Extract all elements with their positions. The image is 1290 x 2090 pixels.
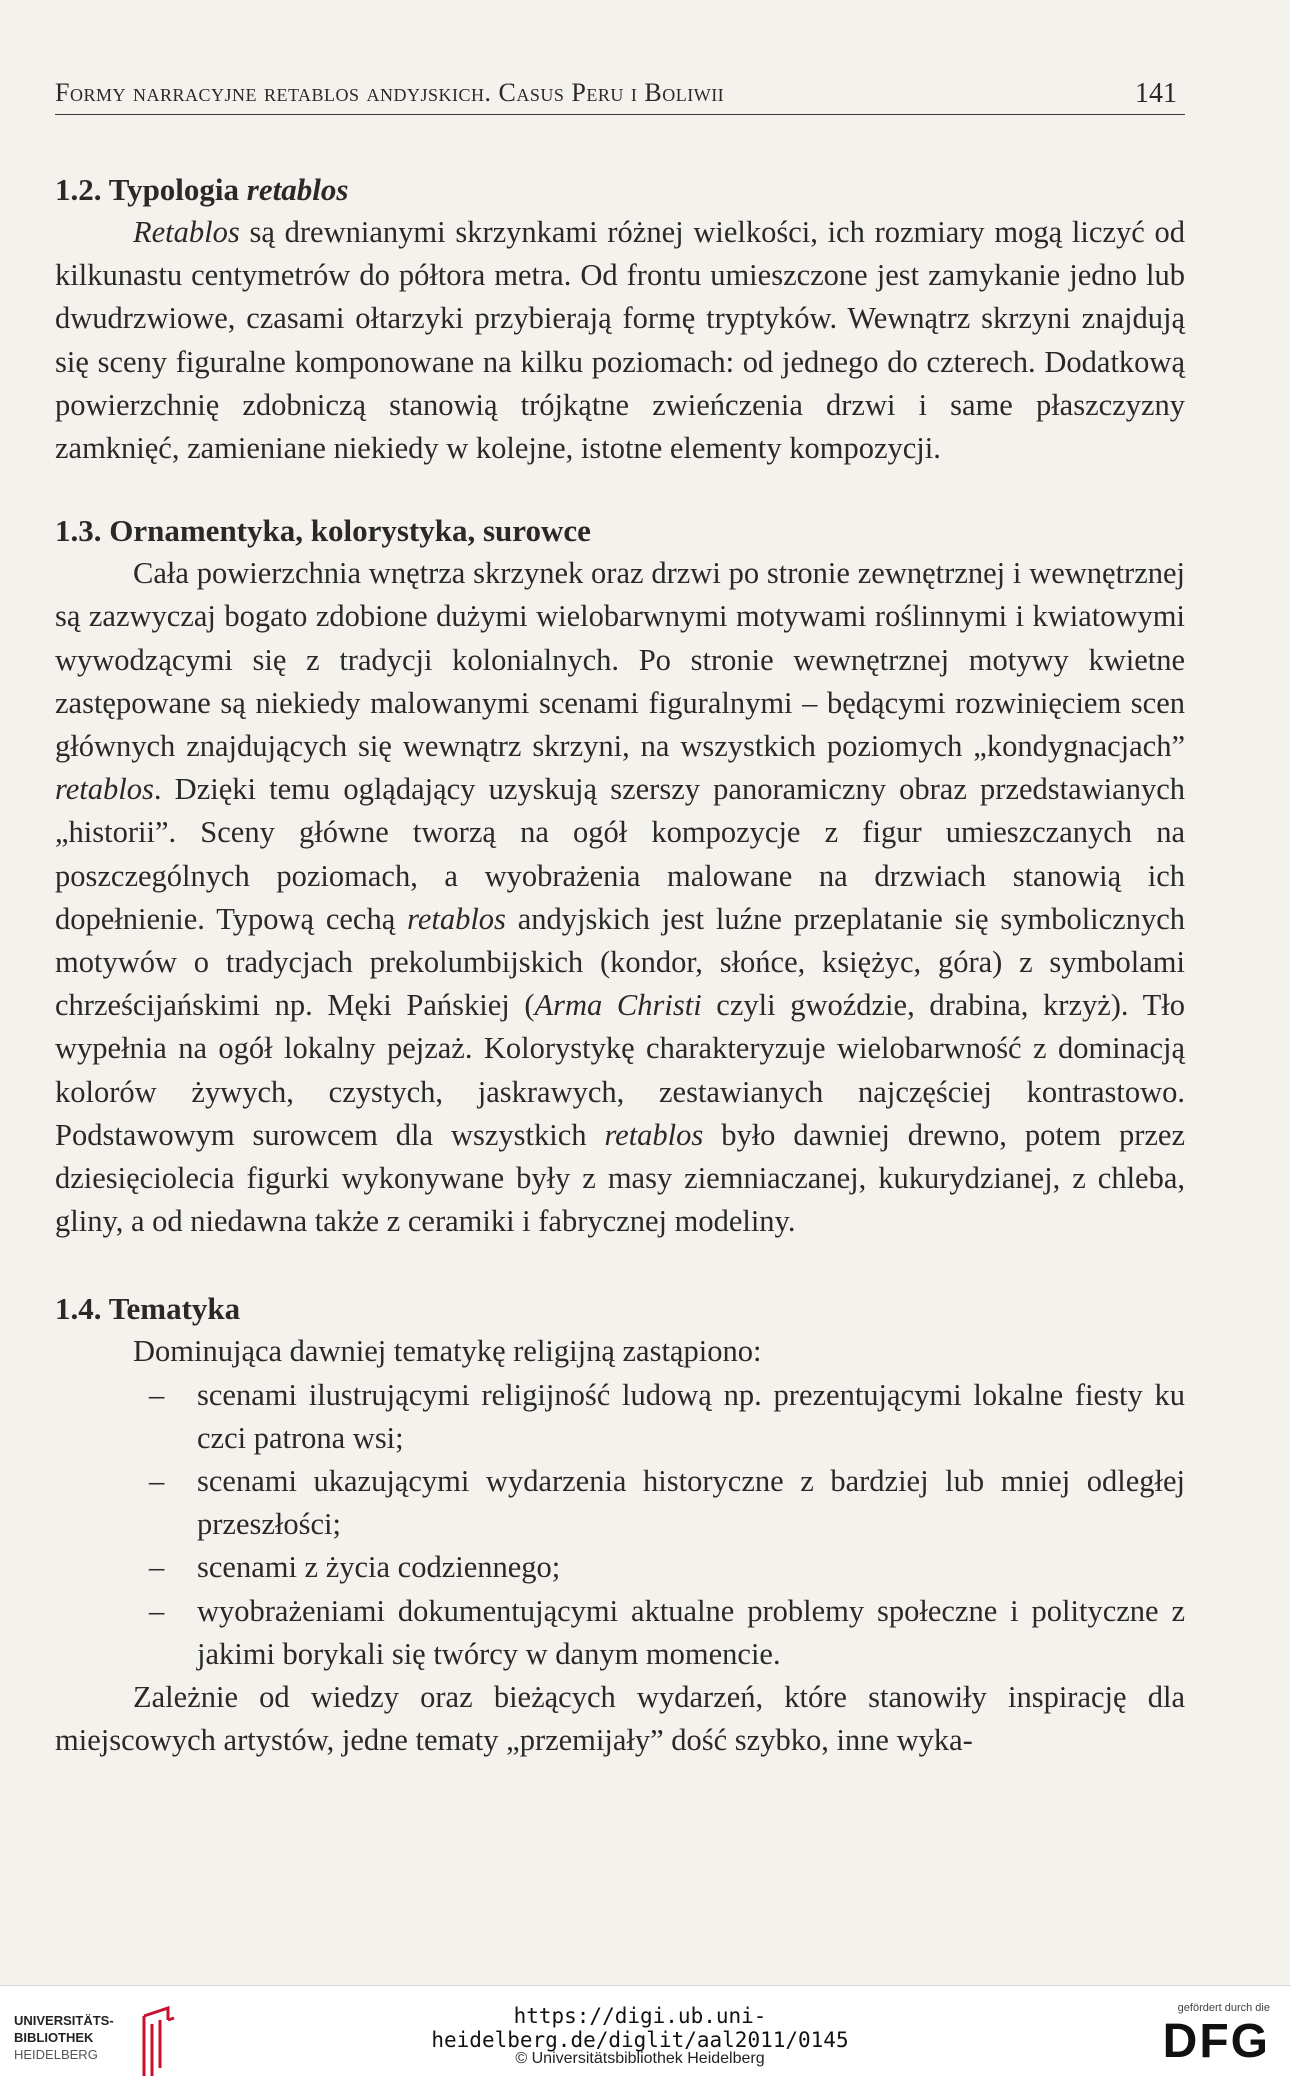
section-heading-1-2: 1.2. Typologia retablos xyxy=(55,172,349,207)
funder-logo[interactable] xyxy=(1150,2002,1270,2082)
funder-note: gefördert durch die xyxy=(1177,2002,1270,2014)
library-logo[interactable] xyxy=(14,2006,174,2076)
library-name-line3: HEIDELBERG xyxy=(14,2047,98,2062)
paragraph-tematyka-closing: Zależnie od wiedzy oraz bieżących wydarzeń, które stanowiły inspirację dla miejscowych artystów, jedne tematy „przemijały” dość szybko, inne wyka- xyxy=(55,1680,1185,1758)
library-mark-icon xyxy=(138,2006,178,2078)
copyright-notice: © Universitätsbibliothek Heidelberg xyxy=(515,2050,765,2067)
running-header xyxy=(55,78,1185,115)
main-text xyxy=(55,168,1185,1763)
page-number: 141 xyxy=(1135,78,1177,109)
list-item: – scenami z życia codziennego; xyxy=(149,1550,561,1585)
library-name-line2: BIBLIOTHEK xyxy=(14,2030,94,2045)
spacer xyxy=(55,470,1185,509)
section-heading-1-4: 1.4. Tematyka xyxy=(55,1291,241,1327)
section-heading-1-3: 1.3. Ornamentyka, kolorystyka, surowce xyxy=(55,513,591,549)
list-item: – scenami ukazującymi wydarzenia historyczne z bardziej lub mniej odległej przeszłości; xyxy=(149,1464,1185,1542)
digitization-footer xyxy=(0,1985,1290,2090)
dfg-logo-icon: DFG xyxy=(1162,2015,1270,2068)
theme-list xyxy=(55,1374,1185,1676)
library-name-line1: UNIVERSITÄTS- xyxy=(14,2013,114,2028)
paragraph-ornamentyka: Cała powierzchnia wnętrza skrzynek oraz drzwi po stronie zewnętrznej i wewnętrznej są zazwyczaj bogato zdobione dużymi wielobarwnymi motywami roślinnymi i kwiatowymi wywodzącymi się z tradycji kolonialnych. Po stronie wewnętrznej motywy kwietne zastępowane są niekiedy malowanymi scenami figuralnymi – będącymi rozwinięciem scen głównych znajdujących się wewnątrz skrzyni, na wszystkich poziomych „kondygnacjach” retablos. Dzięki temu oglądający uzyskują szerszy panoramiczny obraz przedstawianych „historii”. Sceny główne tworzą na ogół kompozycje z figur umieszczanych na poszczególnych poziomach, a wyobrażenia malowane na drzwiach stanowią ich dopełnienie. Typową cechą retablos andyjskich jest luźne przeplatanie się symbolicznych motywów o tradycjach prekolumbijskich (kondor, słońce, księżyc, góra) z symbolami chrześcijańskimi np. Męki Pańskiej (Arma Christi czyli gwoździe, drabina, krzyż). Tło wypełnia na ogół lokalny pejzaż. Kolorystykę charakteryzuje wielobarwność z dominacją kolorów żywych, czystych, jaskrawych, zestawianych najczęściej kontrastowo. Podstawowym surowcem dla wszystkich retablos było dawniej drewno, potem przez dziesięciolecia figurki wykonywane były z masy ziemniaczanej, kukurydzianej, z chleba, gliny, a od niedawna także z ceramiki i fabrycznej modeliny. xyxy=(55,556,1186,1239)
running-title: Formy narracyjne retablos andyjskich. Casus Peru i Boliwii xyxy=(55,78,725,107)
paragraph-typologia: Retablos są drewnianymi skrzynkami różnej wielkości, ich rozmiary mogą liczyć od kilkunastu centymetrów do półtora metra. Od frontu umieszczone jest zamykanie jedno lub dwudrzwiowe, czasami ołtarzyki przybierają formę tryptyków. Wewnątrz skrzyni znajdują się sceny figuralne komponowane na kilku poziomach: od jednego do czterech. Dodatkową powierzchnię zdobniczą stanowią trójkątne zwieńczenia drzwi i same płaszczyzny zamknięć, zamieniane niekiedy w kolejne, istotne elementy kompozycji. xyxy=(55,215,1185,466)
paragraph-tematyka-intro: Dominująca dawniej tematykę religijną zastąpiono: xyxy=(133,1334,762,1369)
permalink-url[interactable]: https://digi.ub.uni-heidelberg.de/diglit/aal2011/0145 xyxy=(431,2004,849,2052)
list-item: – wyobrażeniami dokumentującymi aktualne problemy społeczne i polityczne z jakimi borykali się twórcy w danym momencie. xyxy=(149,1593,1185,1671)
list-item: – scenami ilustrującymi religijność ludową np. prezentującymi lokalne fiesty ku czci patrona wsi; xyxy=(149,1377,1185,1455)
spacer xyxy=(55,1243,1185,1287)
